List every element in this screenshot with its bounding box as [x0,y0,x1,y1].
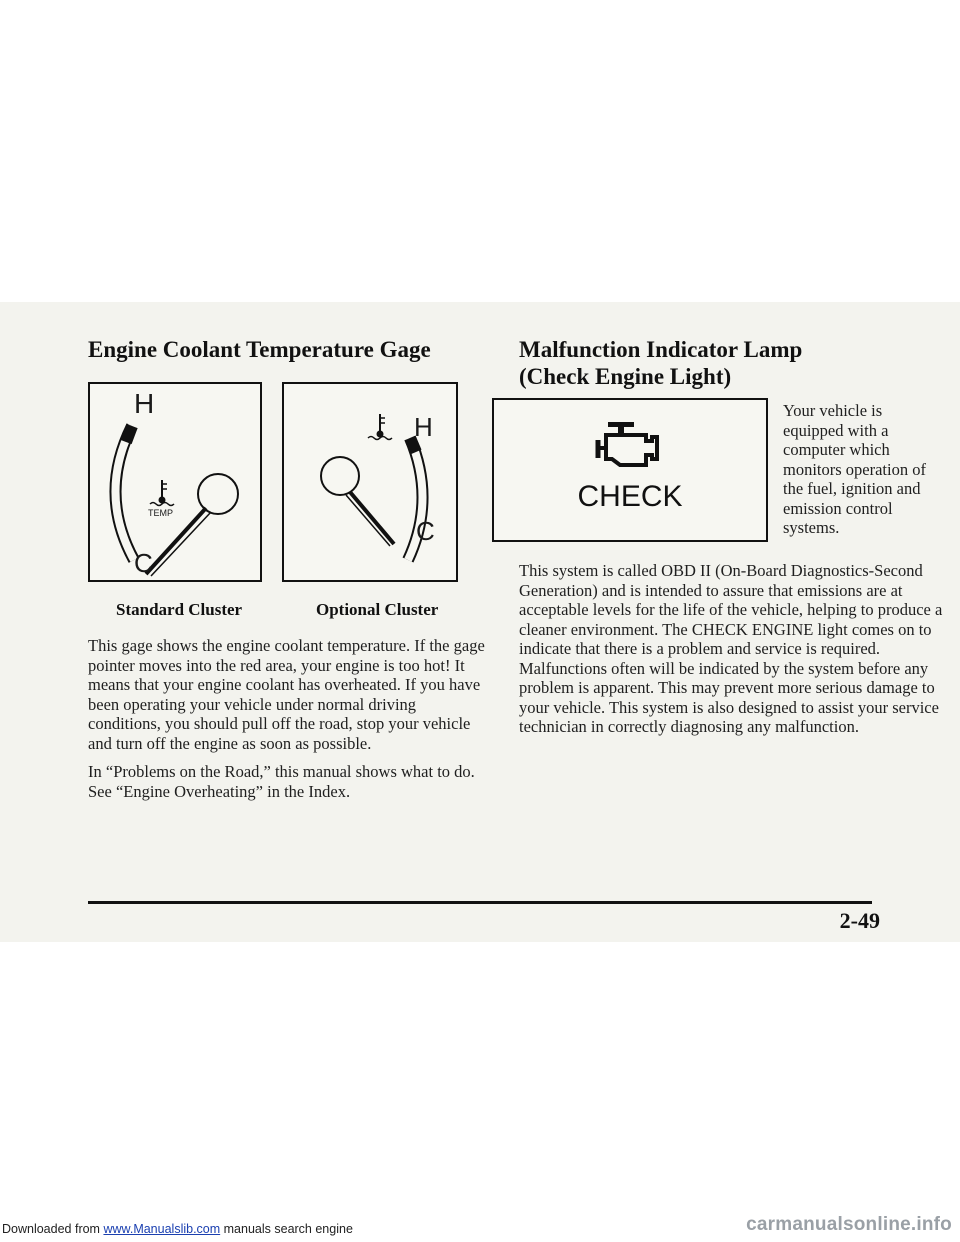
manualslib-link[interactable]: www.Manualslib.com [103,1222,221,1236]
paragraph: This gage shows the engine coolant temperature. If the gage pointer moves into the red area, your engine is too hot! It means that your engine coolant has overheated. If you have been operating your vehicle under normal driving conditions, you should pull off the road, stop your vehicle and turn off the engine as soon as possible. [88,636,485,753]
optional-coolant-temp-icon [368,414,392,440]
page-rule [88,901,872,904]
coolant-temp-icon [150,480,174,506]
standard-cold-label: C [134,548,153,578]
standard-cluster-gauge [88,382,262,582]
optional-cold-label: C [416,516,435,546]
standard-hot-label: H [134,388,155,419]
check-engine-lamp-illustration [492,398,768,542]
obd-ii-description: This system is called OBD II (On-Board Diagnostics-Second Generation) and is intended to assure that emissions are at acceptable levels for the life of the vehicle, helping to produce a cleaner environment. The CHECK ENGINE light comes on to indicate that there is a problem and service is required. Malfunctions often will be indicated by the system before any problem is apparent. This may prevent more serious damage to your vehicle. This system is also designed to assist your service technician in correctly diagnosing any malfunction. [519,561,943,736]
standard-temp-label: TEMP [148,508,174,518]
malfunction-lamp-subheading: (Check Engine Light) [519,364,732,389]
download-footer [2,1222,353,1236]
malfunction-lamp-heading: Malfunction Indicator Lamp [519,337,803,362]
check-label: CHECK [577,480,683,513]
footer-prefix: Downloaded from [2,1222,100,1236]
coolant-gage-description [88,636,488,810]
page-number: 2-49 [839,908,880,933]
standard-cluster-caption: Standard Cluster [116,600,243,619]
optional-cluster-caption: Optional Cluster [316,600,439,619]
paragraph: In “Problems on the Road,” this manual shows what to do. See “Engine Overheating” in the Index. [88,762,475,801]
optional-hot-label: H [414,412,433,442]
footer-suffix: manuals search engine [220,1222,353,1236]
watermark: carmanualsonline.info [746,1214,952,1235]
optional-cluster-gauge [282,382,458,582]
check-engine-side-text: Your vehicle is equipped with a computer which monitors operation of the fuel, ignition and emission control systems. [783,401,926,537]
engine-icon [494,400,766,490]
coolant-gage-heading: Engine Coolant Temperature Gage [88,337,431,362]
